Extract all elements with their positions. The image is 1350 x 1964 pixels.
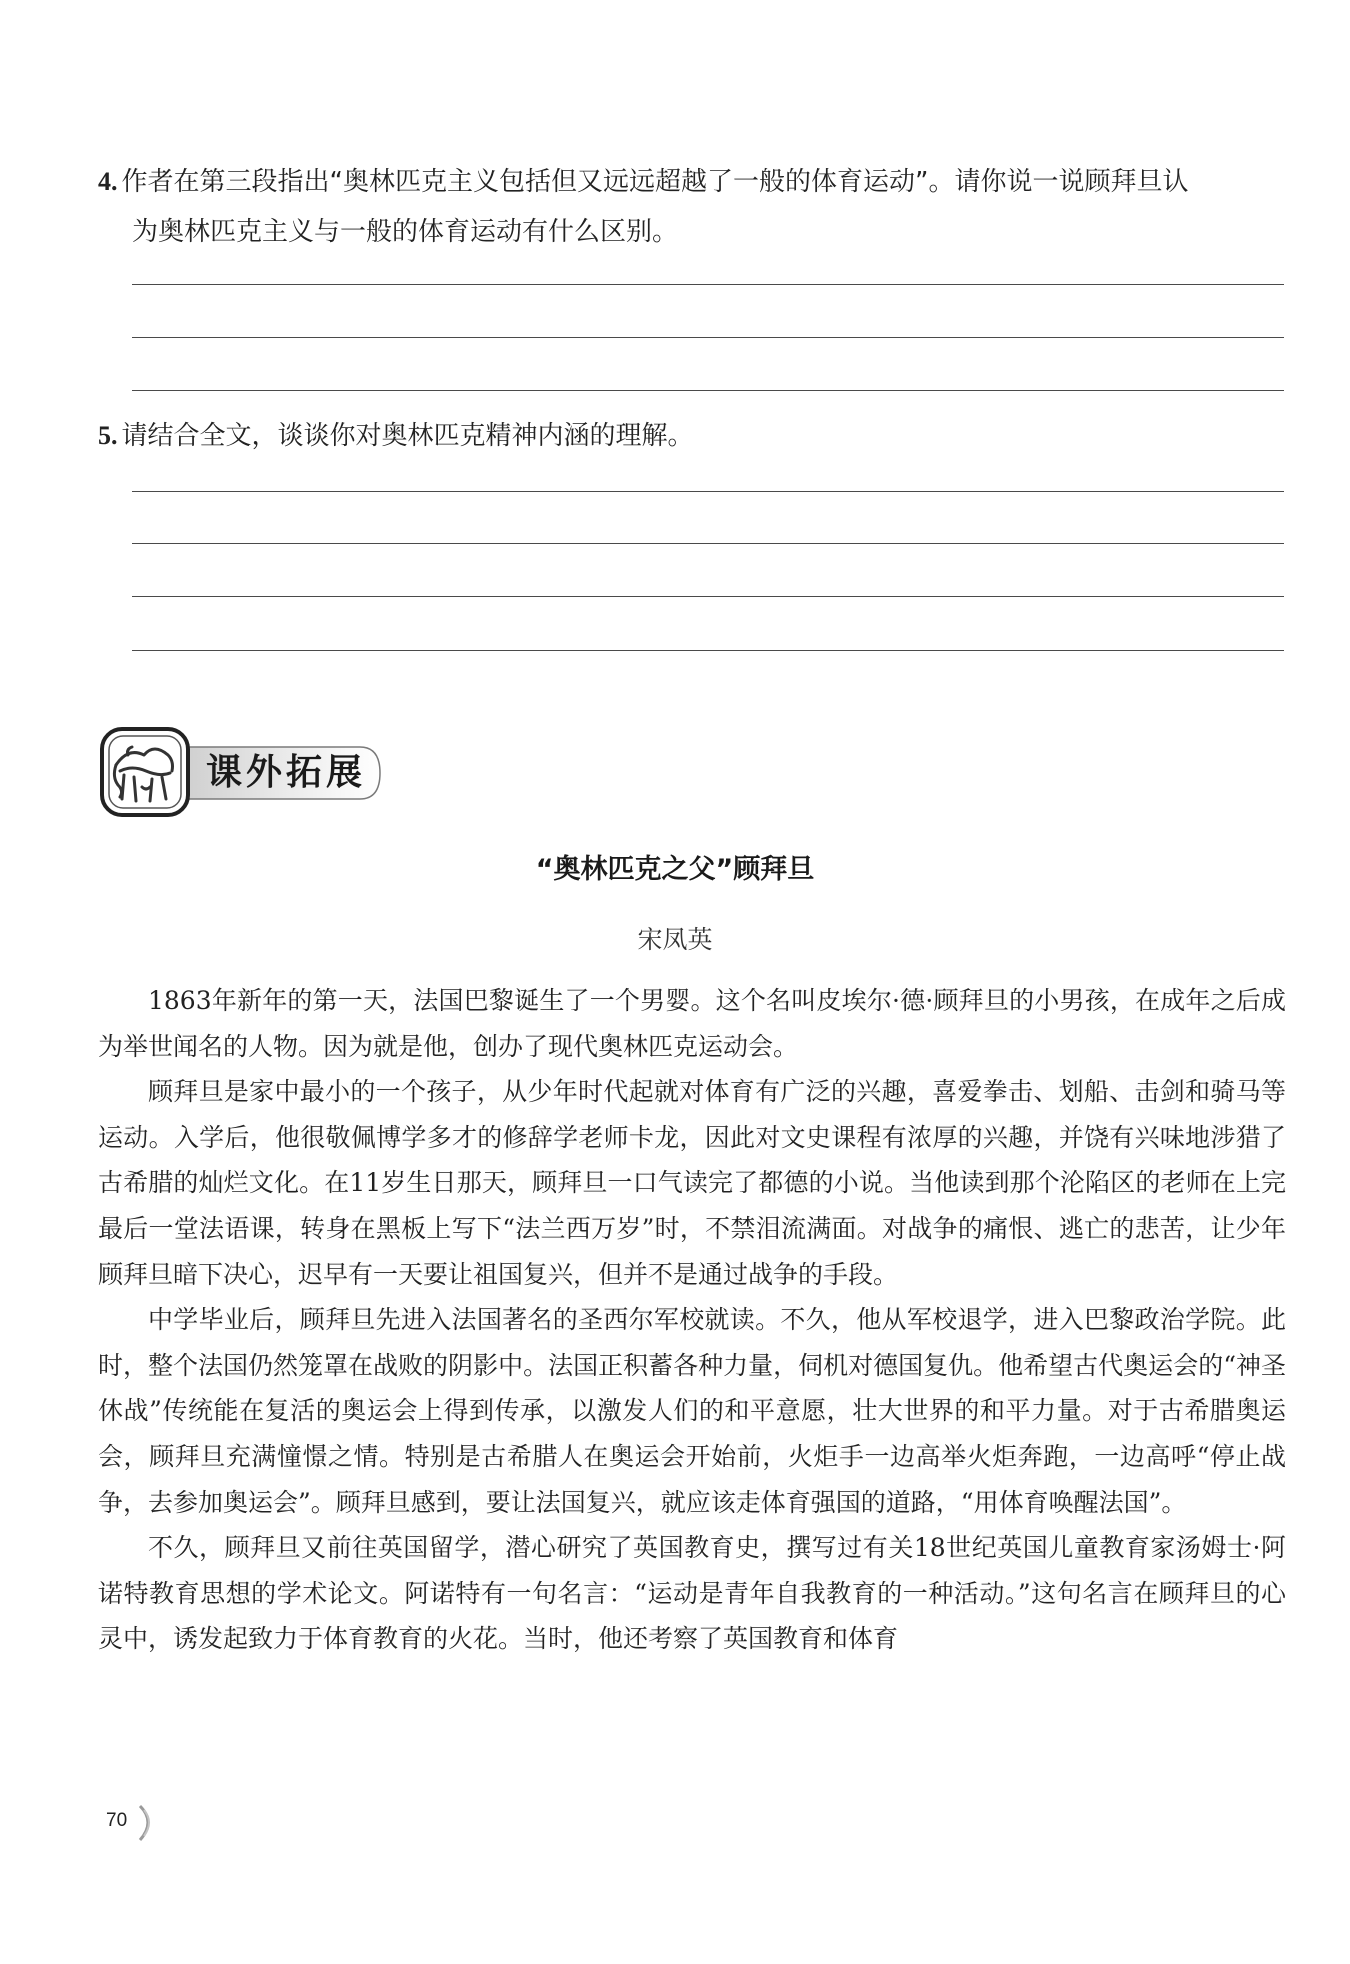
- question-5: [98, 411, 1288, 461]
- answer-line[interactable]: [132, 337, 1284, 338]
- answer-line[interactable]: [132, 284, 1284, 285]
- answer-line[interactable]: [132, 543, 1284, 544]
- section-label: 课外拓展: [206, 752, 367, 793]
- section-header: [98, 725, 388, 820]
- answer-line[interactable]: [132, 390, 1284, 391]
- question-text-line-1: 请结合全文，谈谈你对奥林匹克精神内涵的理解。: [121, 421, 694, 451]
- article-paragraph: 不久，顾拜旦又前往英国留学，潜心研究了英国教育史，撰写过有关18世纪英国儿童教育家汤姆士·阿诺特教育思想的学术论文。阿诺特有一句名言：“运动是青年自我教育的一种活动。”这句名言在顾拜旦的心灵中，诱发起致力于体育教育的火花。当时，他还考察了英国教育和体育: [98, 1533, 1286, 1654]
- article-title: “奥林匹克之父”顾拜旦: [535, 854, 815, 885]
- article-paragraph: 1863年新年的第一天，法国巴黎诞生了一个男婴。这个名叫皮埃尔·德·顾拜旦的小男孩，在成年之后成为举世闻名的人物。因为就是他，创办了现代奥林匹克运动会。: [98, 986, 1286, 1061]
- question-text-line-1: 作者在第三段指出“奥林匹克主义包括但又远远超越了一般的体育运动”。请你说一说顾拜旦认: [121, 167, 1189, 197]
- page-number: 70: [106, 1810, 128, 1831]
- page-number-badge: [96, 1802, 156, 1844]
- answer-line[interactable]: [132, 491, 1284, 492]
- question-4: [98, 157, 1288, 257]
- article-body: [98, 978, 1286, 1662]
- question-number: 5.: [98, 421, 118, 450]
- answer-line[interactable]: [132, 650, 1284, 651]
- answer-line[interactable]: [132, 596, 1284, 597]
- article-author: 宋凤英: [637, 925, 713, 954]
- article-paragraph: 中学毕业后，顾拜旦先进入法国著名的圣西尔军校就读。不久，他从军校退学，进入巴黎政治学院。此时，整个法国仍然笼罩在战败的阴影中。法国正积蓄各种力量，伺机对德国复仇。他希望古代奥运会的“神圣休战”传统能在复活的奥运会上得到传承，以激发人们的和平意愿，壮大世界的和平力量。对于古希腊奥运会，顾拜旦充满憧憬之情。特别是古希腊人在奥运会开始前，火炬手一边高举火炬奔跑，一边高呼“停止战争，去参加奥运会”。顾拜旦感到，要让法国复兴，就应该走体育强国的道路，“用体育唤醒法国”。: [98, 1305, 1286, 1517]
- question-number: 4.: [98, 167, 118, 196]
- question-text-line-2: 为奥林匹克主义与一般的体育运动有什么区别。: [132, 217, 679, 247]
- article-paragraph: 顾拜旦是家中最小的一个孩子，从少年时代起就对体育有广泛的兴趣，喜爱拳击、划船、击剑和骑马等运动。入学后，他很敬佩博学多才的修辞学老师卡龙，因此对文史课程有浓厚的兴趣，并饶有兴味地涉猎了古希腊的灿烂文化。在11岁生日那天，顾拜旦一口气读完了都德的小说。当他读到那个沦陷区的老师在上完最后一堂法语课，转身在黑板上写下“法兰西万岁”时，不禁泪流满面。对战争的痛恨、逃亡的悲苦，让少年顾拜旦暗下决心，迟早有一天要让祖国复兴，但并不是通过战争的手段。: [98, 1077, 1286, 1289]
